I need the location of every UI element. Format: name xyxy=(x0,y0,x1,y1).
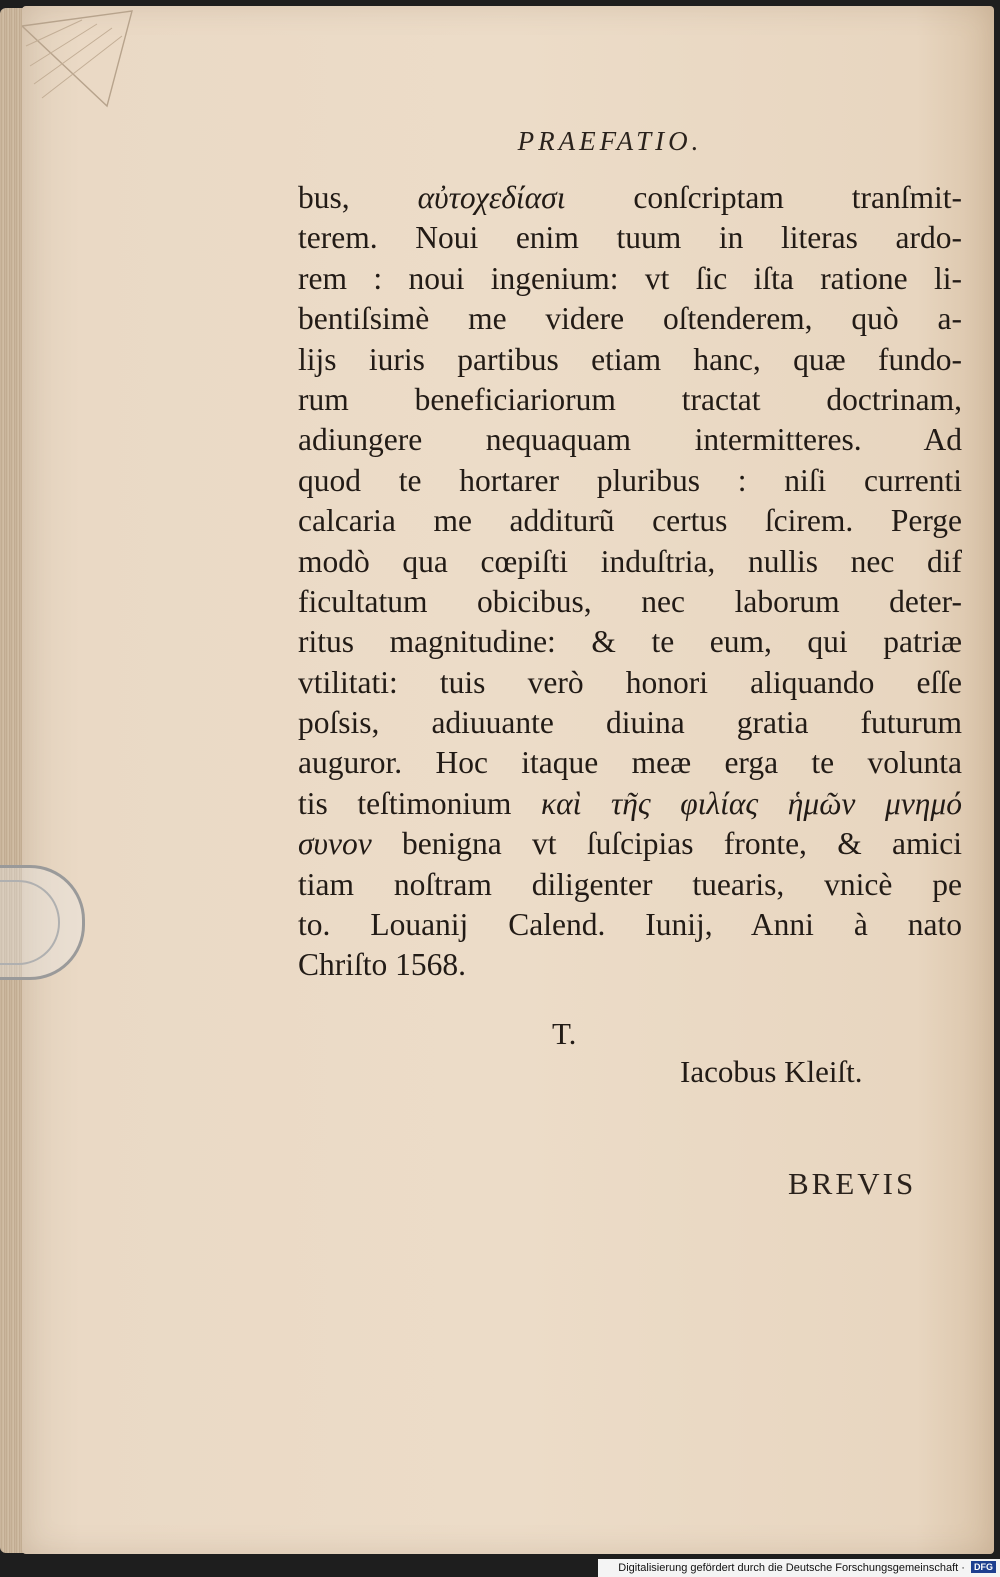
text-line xyxy=(298,461,962,501)
text-line xyxy=(298,542,962,582)
text-line xyxy=(298,905,962,945)
line-segment: ritus magnitudine: & te eum, qui patriæ xyxy=(298,624,962,660)
line-segment: lijs iuris partibus etiam hanc, quæ fundo- xyxy=(298,341,962,377)
text-line xyxy=(298,380,962,420)
signature: Iacobus Kleiſt. xyxy=(680,1054,863,1089)
mark-t: T. xyxy=(552,1016,577,1051)
text-line xyxy=(298,420,962,460)
digitization-credit-bar xyxy=(598,1559,1000,1577)
line-segment: bus, xyxy=(298,180,418,215)
text-line xyxy=(298,340,962,380)
line-segment: tiam noſtram diligenter tuearis, vnicè pe xyxy=(298,866,962,902)
line-segment: adiungere nequaquam intermitteres. Ad xyxy=(298,422,962,458)
folded-corner-mark xyxy=(22,6,137,116)
text-line xyxy=(298,703,962,743)
line-segment: Chriſto 1568. xyxy=(298,947,467,983)
text-line xyxy=(298,259,962,299)
text-line xyxy=(298,501,962,541)
line-segment: terem. Noui enim tuum in literas ardo- xyxy=(298,220,962,256)
line-segment: poſsis, adiuuante diuina gratia futurum xyxy=(298,705,962,741)
line-segment: benigna vt ſuſcipias fronte, & amici xyxy=(371,826,962,862)
line-segment: rem : noui ingenium: vt ſic iſta ratione li- xyxy=(298,260,962,296)
body-text xyxy=(298,178,962,986)
line-segment: conſcriptam tranſmit- xyxy=(565,180,962,215)
line-segment: rum beneficiariorum tractat doctrinam, xyxy=(298,381,962,417)
dfg-logo: DFG xyxy=(971,1561,996,1573)
greek-phrase: καὶ τῆς φιλίας ἡμῶν μνημό xyxy=(540,785,962,821)
text-line xyxy=(298,178,962,218)
line-segment: vtilitati: tuis verò honori aliquando eſſe xyxy=(298,664,962,700)
credit-text: Digitalisierung gefördert durch die Deutsche Forschungsgemeinschaft · xyxy=(618,1562,965,1574)
line-segment: ficultatum obicibus, nec laborum deter- xyxy=(298,583,962,619)
running-head: PRAEFATIO. xyxy=(517,126,703,156)
line-segment: auguror. Hoc itaque meæ erga te volunta xyxy=(298,745,962,781)
catchword: BREVIS xyxy=(788,1166,917,1201)
greek-phrase: συνον xyxy=(298,826,372,862)
line-segment: tis teſtimonium xyxy=(298,785,541,821)
text-line xyxy=(298,582,962,622)
text-line xyxy=(298,865,962,905)
text-line xyxy=(298,622,962,662)
text-line xyxy=(298,824,962,864)
text-line xyxy=(298,299,962,339)
text-line xyxy=(298,743,962,783)
text-line xyxy=(298,784,962,824)
line-segment: to. Louanij Calend. Iunij, Anni à nato xyxy=(298,907,962,943)
line-segment: modò qua cœpiſti induſtria, nullis nec dif xyxy=(298,543,962,579)
text-line xyxy=(298,663,962,703)
text-line xyxy=(298,218,962,258)
line-segment: calcaria me additurũ certus ſcirem. Perge xyxy=(298,503,962,539)
line-segment: quod te hortarer pluribus : niſi currenti xyxy=(298,462,962,498)
line-segment: bentiſsimè me videre oſtenderem, quò a- xyxy=(298,301,962,337)
greek-phrase: αὐτοχεδίασι xyxy=(417,180,566,215)
text-line xyxy=(298,945,962,985)
